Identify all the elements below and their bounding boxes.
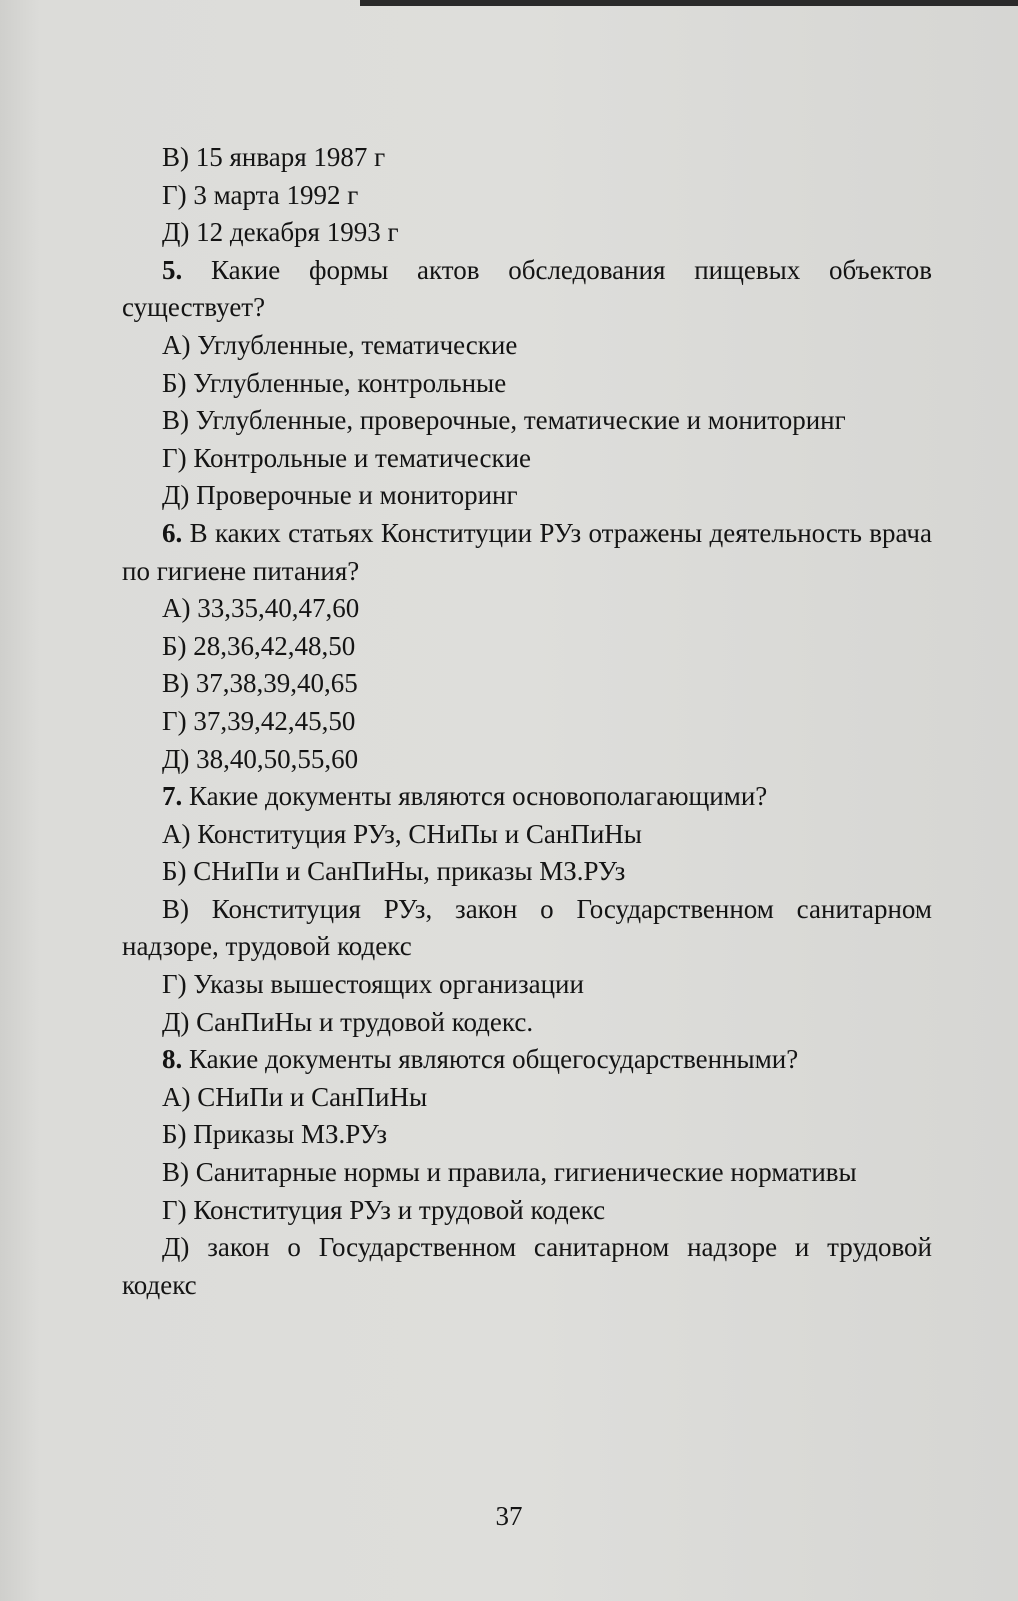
option-line: Д) Проверочные и мониторинг	[162, 480, 518, 511]
question-text: Какие документы являются общегосударственными?	[189, 1044, 799, 1075]
question-5	[122, 252, 932, 327]
option-line: Д) 38,40,50,55,60	[162, 743, 359, 774]
option-line: Г) 3 марта 1992 г	[162, 179, 359, 210]
option-line: А) 33,35,40,47,60	[162, 593, 360, 624]
option-line: Г) Указы вышестоящих организации	[162, 969, 584, 1000]
option-line: В) 37,38,39,40,65	[162, 668, 358, 699]
option-line: Д) СанПиНы и трудовой кодекс.	[162, 1006, 534, 1037]
question-text: Какие документы являются основополагающими?	[189, 781, 768, 812]
option-line: Г) 37,39,42,45,50	[162, 705, 356, 736]
question-8	[122, 1041, 932, 1079]
question-7	[122, 778, 932, 816]
option-line: В) Углубленные, проверочные, тематические и мониторинг	[162, 405, 846, 436]
option-line: А) Конституция РУз, СНиПы и СанПиНы	[162, 818, 642, 849]
option-line: А) Углубленные, тематические	[162, 329, 518, 360]
option-line: Г) Контрольные и тематические	[162, 442, 532, 473]
question-number: 8.	[162, 1044, 183, 1075]
option-line: А) СНиПи и СанПиНы	[162, 1081, 428, 1112]
option-line: Б) 28,36,42,48,50	[162, 630, 356, 661]
page-number: 37	[495, 1501, 523, 1531]
question-number: 5.	[162, 254, 183, 285]
option-line: Д) закон о Государственном санитарном надзоре и трудовой кодекс	[122, 1232, 932, 1300]
question-6	[122, 515, 932, 590]
option-line: Г) Конституция РУз и трудовой кодекс	[162, 1194, 606, 1225]
option-line: Б) СНиПи и СанПиНы, приказы МЗ.РУз	[162, 856, 626, 887]
page-content	[122, 139, 932, 1304]
option-line: В) Конституция РУз, закон о Государственном санитарном надзоре, трудовой кодекс	[122, 893, 932, 962]
option-line: Д) 12 декабря 1993 г	[162, 217, 399, 248]
option-line: Б) Приказы МЗ.РУз	[162, 1119, 387, 1150]
question-text: Какие формы актов обследования пищевых объектов существует?	[122, 254, 933, 323]
option-line: Б) Углубленные, контрольные	[162, 367, 507, 398]
option-line: В) 15 января 1987 г	[162, 142, 386, 172]
question-number: 6.	[162, 517, 183, 548]
option-line: В) Санитарные нормы и правила, гигиенические нормативы	[162, 1157, 857, 1188]
question-text: В каких статьях Конституции РУз отражены деятельность врача по гигиене питания?	[122, 517, 932, 586]
question-number: 7.	[162, 781, 183, 812]
